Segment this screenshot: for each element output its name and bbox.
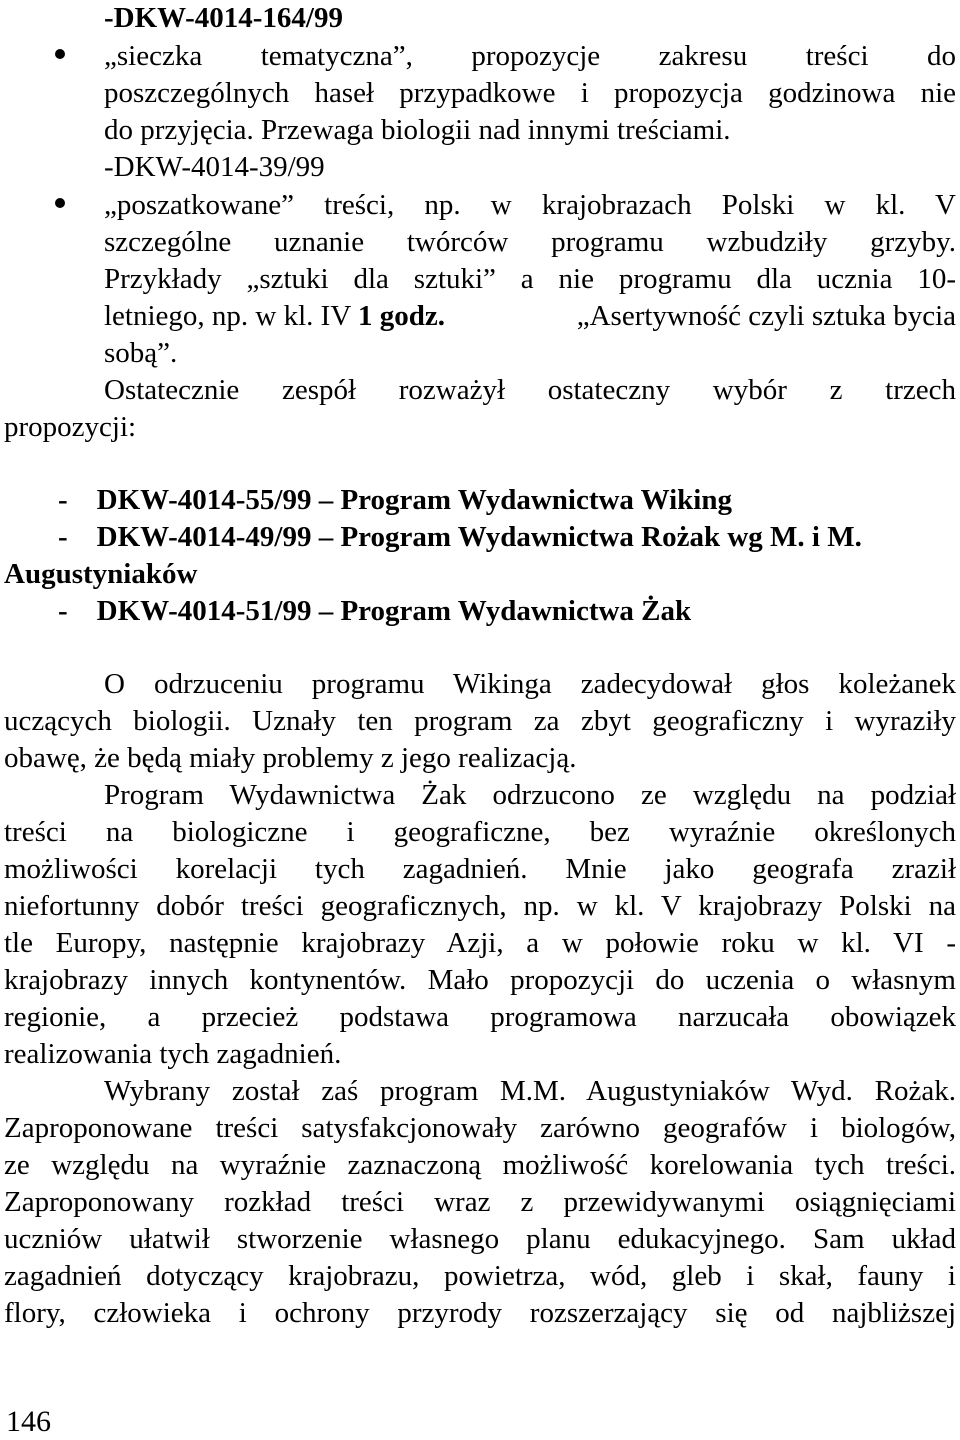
header-code: -DKW-4014-164/99: [104, 2, 343, 34]
paragraph-line: O odrzuceniu programu Wikinga zadecydował głos koleżanek: [104, 668, 956, 700]
paragraph-line: flory, człowieka i ochrony przyrody rozszerzający się od najbliższej: [4, 1297, 956, 1329]
option-item: - DKW-4014-49/99 – Program Wydawnictwa Rożak wg M. i M.: [58, 521, 862, 553]
intro-line: Ostatecznie zespół rozważył ostateczny wybór z trzech: [104, 374, 956, 406]
paragraph-line: uczniów ułatwił stworzenie własnego planu edukacyjnego. Sam układ: [4, 1223, 956, 1255]
paragraph-line: treści na biologiczne i geograficzne, bez wyraźnie określonych: [4, 816, 956, 848]
bullet1-line: „sieczka tematyczna”, propozycje zakresu treści do: [104, 40, 956, 72]
option-item: - DKW-4014-55/99 – Program Wydawnictwa Wiking: [58, 484, 732, 516]
bullet2-line: „poszatkowane” treści, np. w krajobrazach Polski w kl. V: [104, 189, 956, 221]
paragraph-line: Wybrany został zaś program M.M. Augustyniaków Wyd. Rożak.: [104, 1075, 956, 1107]
paragraph-line: regionie, a przecież podstawa programowa narzucała obowiązek: [4, 1001, 956, 1033]
option-item: - DKW-4014-51/99 – Program Wydawnictwa Żak: [58, 595, 692, 627]
bullet2-line: szczególne uznanie twórców programu wzbudziły grzyby.: [104, 226, 956, 258]
bullet1-line: do przyjęcia. Przewaga biologii nad innymi treściami.: [104, 114, 731, 146]
option-item: Augustyniaków: [4, 558, 198, 590]
paragraph-line: tle Europy, następnie krajobrazy Azji, a w połowie roku w kl. VI -: [4, 927, 956, 959]
bullet2-line: [104, 298, 956, 334]
bold-hours: 1 godz.: [358, 300, 445, 332]
page-number: 146: [6, 1405, 51, 1438]
paragraph-line: uczących biologii. Uznały ten program za zbyt geograficzny i wyraziły: [4, 705, 956, 737]
paragraph-line: Program Wydawnictwa Żak odrzucono ze względu na podział: [104, 779, 956, 811]
bullet2-text: „Asertywność czyli sztuka bycia: [569, 300, 956, 332]
bullet2-line: Przykłady „sztuki dla sztuki” a nie programu dla ucznia 10-: [104, 263, 956, 295]
paragraph-line: Zaproponowane treści satysfakcjonowały zarówno geografów i biologów,: [4, 1112, 956, 1144]
paragraph-line: niefortunny dobór treści geograficznych, np. w kl. V krajobrazy Polski na: [4, 890, 956, 922]
bullet-icon: [55, 49, 65, 59]
bullet-icon: [55, 198, 65, 208]
paragraph-line: obawę, że będą miały problemy z jego realizacją.: [4, 742, 577, 774]
paragraph-line: Zaproponowany rozkład treści wraz z przewidywanymi osiągnięciami: [4, 1186, 956, 1218]
paragraph-line: realizowania tych zagadnień.: [4, 1038, 342, 1070]
paragraph-line: ze względu na wyraźnie zaznaczoną możliwość korelowania tych treści.: [4, 1149, 956, 1181]
paragraph-line: możliwości korelacji tych zagadnień. Mnie jako geografa zraził: [4, 853, 956, 885]
bullet1-line: poszczególnych haseł przypadkowe i propozycja godzinowa nie: [104, 77, 956, 109]
paragraph-line: zagadnień dotyczący krajobrazu, powietrza, wód, gleb i skał, fauny i: [4, 1260, 956, 1292]
bullet2-text: letniego, np. w kl. IV: [104, 300, 358, 332]
bullet2-line: sobą”.: [104, 337, 178, 369]
intro-line: propozycji:: [4, 411, 137, 443]
code-heading: -DKW-4014-39/99: [104, 151, 325, 183]
paragraph-line: krajobrazy innych kontynentów. Mało propozycji do uczenia o własnym: [4, 964, 956, 996]
